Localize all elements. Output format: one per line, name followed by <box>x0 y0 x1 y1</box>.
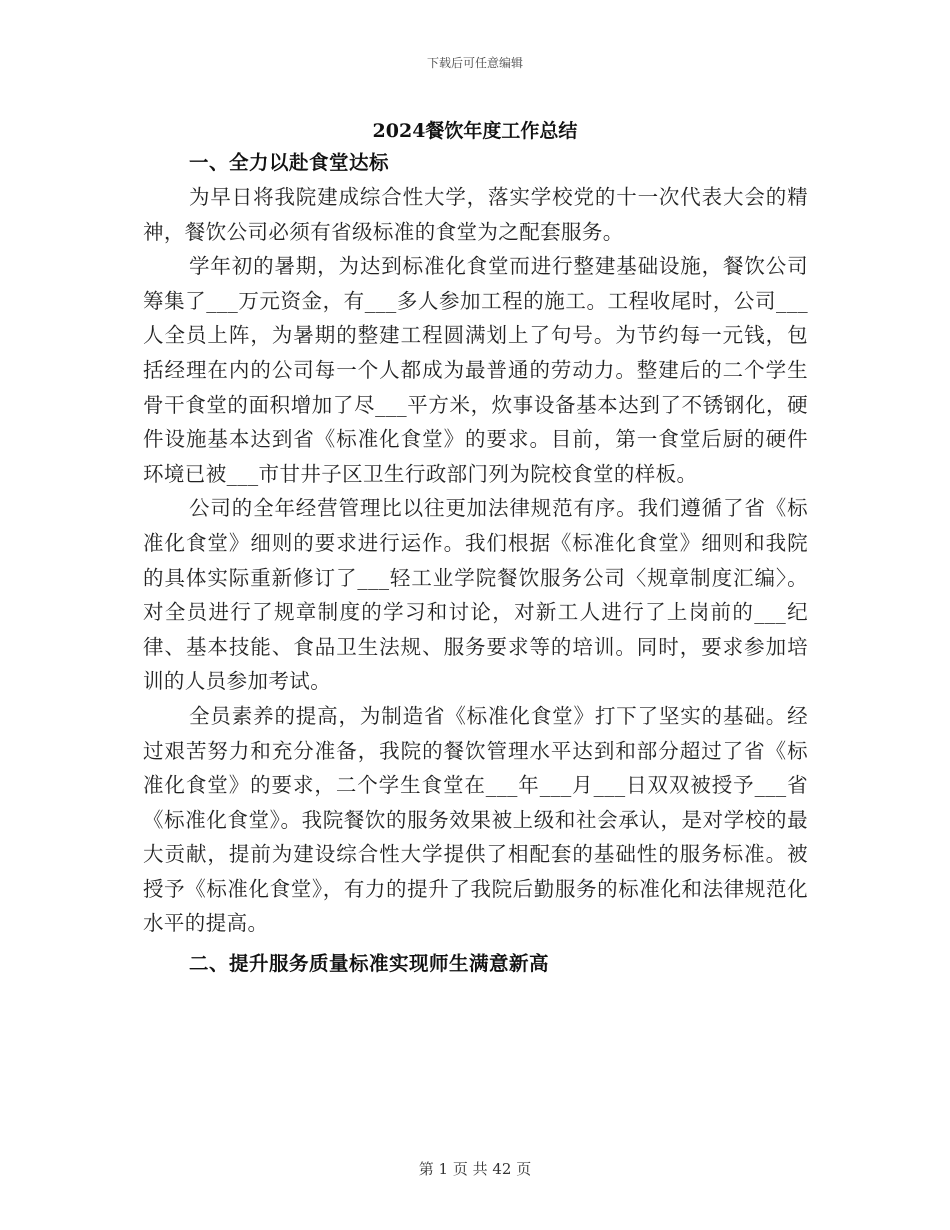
header-note: 下载后可任意编辑 <box>426 56 523 70</box>
paragraph: 全员素养的提高，为制造省《标准化食堂》打下了坚实的基础。经过艰苦努力和充分准备，我院的餐饮管理水平达到和部分超过了省《标准化食堂》的要求，二个学生食堂在___年___月___日双双被授予___省《标准化食堂》。我院餐饮的服务效果被上级和社会承认，是对学校的最大贡献，提前为建设综合性大学提供了相配套的基础性的服务标准。被授予《标准化食堂》，有力的提升了我院后勤服务的标准化和法律规范化水平的提高。 <box>143 703 808 936</box>
page-number: 第 1 页 共 42 页 <box>418 1160 532 1178</box>
section-heading-2: 二、提升服务质量标准实现师生满意新高 <box>189 952 550 976</box>
paragraph: 学年初的暑期，为达到标准化食堂而进行整建基础设施，餐饮公司筹集了___万元资金，有___多人参加工程的施工。工程收尾时，公司___人全员上阵，为暑期的整建工程圆满划上了句号。为节约每一元钱，包括经理在内的公司每一个人都成为最普通的劳动力。整建后的二个学生骨干食堂的面积增加了尽___平方米，炊事设备基本达到了不锈钢化，硬件设施基本达到省《标准化食堂》的要求。目前，第一食堂后厨的硬件环境已被___市甘井子区卫生行政部门列为院校食堂的样板。 <box>143 254 808 486</box>
document-title: 2024餐饮年度工作总结 <box>372 120 578 142</box>
paragraph: 公司的全年经营管理比以往更加法律规范有序。我们遵循了省《标准化食堂》细则的要求进行运作。我们根据《标准化食堂》细则和我院的具体实际重新修订了___轻工业学院餐饮服务公司〈规章制度汇编〉。对全员进行了规章制度的学习和讨论，对新工人进行了上岗前的___纪律、基本技能、食品卫生法规、服务要求等的培训。同时，要求参加培训的人员参加考试。 <box>143 496 808 694</box>
document-body <box>143 148 808 979</box>
paragraph: 为早日将我院建成综合性大学，落实学校党的十一次代表大会的精神，餐饮公司必须有省级标准的食堂为之配套服务。 <box>143 185 808 244</box>
section-heading-1: 一、全力以赴食堂达标 <box>189 151 390 174</box>
